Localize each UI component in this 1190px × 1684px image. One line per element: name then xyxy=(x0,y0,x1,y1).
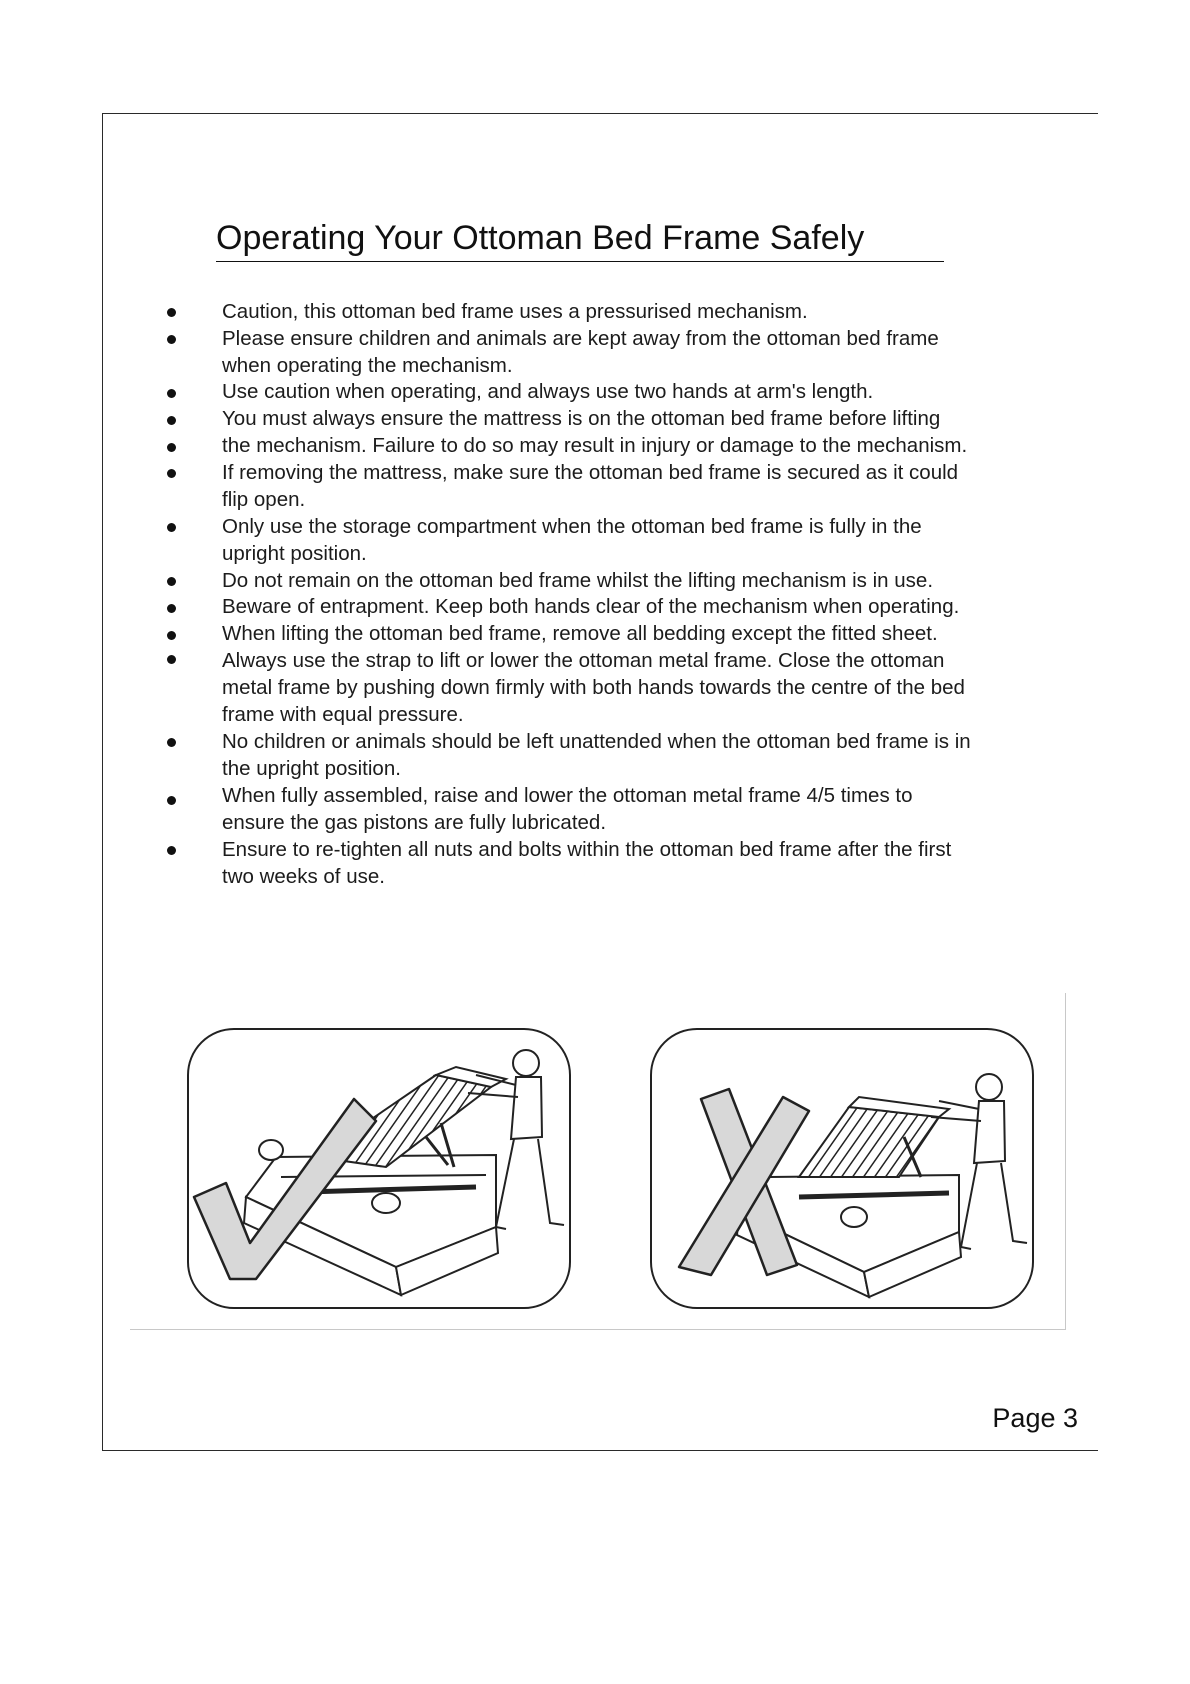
bullet-dot xyxy=(167,631,176,640)
bullet-dot xyxy=(167,469,176,478)
bullet-text-line: Ensure to re-tighten all nuts and bolts within the ottoman bed frame after the first xyxy=(222,838,952,861)
page-number: Page 3 xyxy=(992,1403,1078,1433)
bullet-text-line: when operating the mechanism. xyxy=(222,354,513,377)
bullet-dot xyxy=(167,335,176,344)
bullet-text-line: the mechanism. Failure to do so may result in injury or damage to the mechanism. xyxy=(222,434,968,457)
bullet-dot xyxy=(167,796,176,805)
bullet-text-line: the upright position. xyxy=(222,757,401,780)
bullet-text-line: Caution, this ottoman bed frame uses a pressurised mechanism. xyxy=(222,300,808,323)
bullet-dot xyxy=(167,846,176,855)
bullet-dot xyxy=(167,738,176,747)
bullet-text-line: Always use the strap to lift or lower the ottoman metal frame. Close the ottoman xyxy=(222,649,945,672)
incorrect-usage-illustration xyxy=(649,1027,1035,1310)
bullet-text-line: flip open. xyxy=(222,488,306,511)
bullet-dot xyxy=(167,443,176,452)
bullet-dot xyxy=(167,308,176,317)
bullet-dot xyxy=(167,577,176,586)
bullet-dot xyxy=(167,523,176,532)
bullet-dot xyxy=(167,604,176,613)
bullet-text-line: ensure the gas pistons are fully lubricated. xyxy=(222,811,607,834)
bullet-text-line: You must always ensure the mattress is on the ottoman bed frame before lifting xyxy=(222,407,941,430)
bullet-text-line: When lifting the ottoman bed frame, remove all bedding except the fitted sheet. xyxy=(222,622,938,645)
bullet-text-line: upright position. xyxy=(222,542,367,565)
page-title: Operating Your Ottoman Bed Frame Safely xyxy=(216,216,944,262)
bullet-text-line: Do not remain on the ottoman bed frame whilst the lifting mechanism is in use. xyxy=(222,569,934,592)
bullet-text-line: When fully assembled, raise and lower the ottoman metal frame 4/5 times to xyxy=(222,784,913,807)
bullet-text-line: Use caution when operating, and always use two hands at arm's length. xyxy=(222,380,874,403)
bullet-dot xyxy=(167,416,176,425)
bullet-text-line: Only use the storage compartment when the ottoman bed frame is fully in the xyxy=(222,515,922,538)
bullet-text-line: frame with equal pressure. xyxy=(222,703,464,726)
bullet-text-line: Please ensure children and animals are kept away from the ottoman bed frame xyxy=(222,327,939,350)
bullet-dot xyxy=(167,655,176,664)
bullet-text-line: two weeks of use. xyxy=(222,865,385,888)
correct-usage-illustration xyxy=(186,1027,572,1310)
bullet-dot xyxy=(167,389,176,398)
bullet-text-line: If removing the mattress, make sure the ottoman bed frame is secured as it could xyxy=(222,461,959,484)
bullet-text-line: Beware of entrapment. Keep both hands clear of the mechanism when operating. xyxy=(222,595,960,618)
bullet-text-line: metal frame by pushing down firmly with both hands towards the centre of the bed xyxy=(222,676,965,699)
bullet-text-line: No children or animals should be left unattended when the ottoman bed frame is in xyxy=(222,730,971,753)
